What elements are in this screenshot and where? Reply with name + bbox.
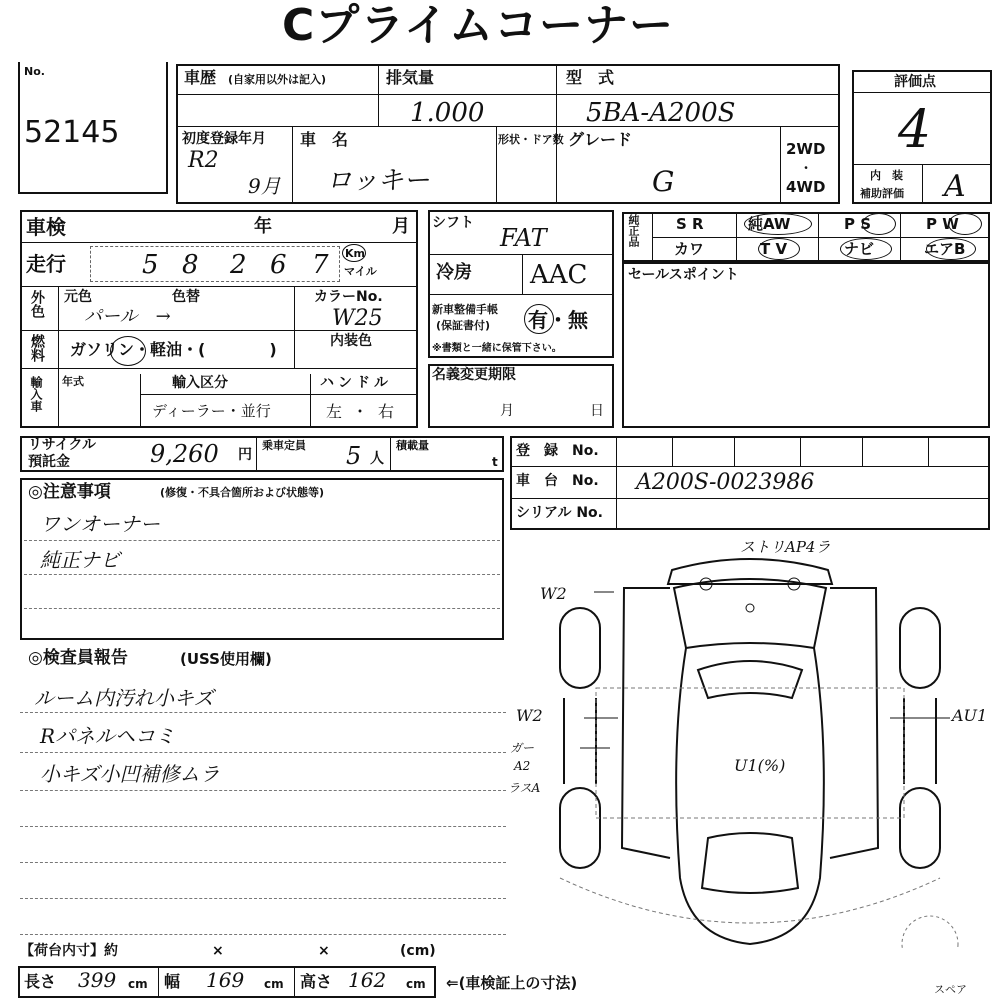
- score-label: 評価点: [894, 74, 936, 90]
- sheet-title: Cプライムコーナー: [282, 0, 674, 51]
- mileage-digit: 6: [270, 250, 287, 280]
- equip-ps: P S: [844, 215, 872, 233]
- capacity-label: 乗車定員: [262, 439, 306, 452]
- first-reg-label: 初度登録年月: [182, 131, 266, 147]
- service-book-label-2: (保証書付): [436, 319, 491, 332]
- diagram-label-right: AU1: [952, 706, 988, 725]
- capacity-unit: 人: [370, 451, 384, 467]
- cargo-unit: (cm): [400, 943, 436, 959]
- capacity-value: 5: [346, 442, 362, 470]
- exterior-label: 外色: [29, 290, 45, 318]
- car-name-label: 車 名: [300, 130, 349, 149]
- model-label: 型 式: [566, 68, 615, 87]
- report-sub: (USS使用欄): [180, 650, 272, 668]
- color-no-label: カラーNo.: [314, 289, 383, 305]
- service-book-value: 有・無: [528, 308, 588, 332]
- diagram-label-left-1: W2: [540, 584, 567, 603]
- name-change-day: 日: [590, 403, 604, 419]
- width-value: 169: [206, 968, 245, 992]
- interior-color-label: 内装色: [330, 333, 372, 349]
- shape-door-label: 形状・ドア数: [498, 133, 564, 146]
- notes-sub: (修復・不具合箇所および状態等): [160, 486, 325, 499]
- mileage-digit: 2: [230, 250, 247, 280]
- equip-pw: P W: [926, 215, 959, 233]
- name-change-label: 名義変更期限: [432, 367, 516, 383]
- recycle-label-2: 預託金: [28, 454, 70, 470]
- cargo-label: 【荷台内寸】約: [20, 943, 118, 959]
- report-label: ◎検査員報告: [28, 648, 128, 668]
- equipment-label: 純正品: [627, 214, 640, 247]
- history-label: 車歴: [184, 68, 217, 87]
- service-book-label-1: 新車整備手帳: [432, 303, 498, 316]
- spare-label: スペア: [934, 983, 967, 996]
- inspection-label: 車検: [26, 215, 66, 239]
- model-value: 5BA‐A200S: [586, 98, 736, 128]
- equip-aw: 純AW: [748, 215, 791, 233]
- color-no-value: W25: [332, 306, 383, 331]
- diagram-label-left-3b: A2: [514, 759, 531, 773]
- mileage-unit-mile: マイル: [344, 265, 377, 278]
- inspection-month: 月: [392, 216, 410, 237]
- cargo-x1: ×: [212, 943, 224, 959]
- lot-no-label: No.: [24, 65, 45, 78]
- mileage-label: 走行: [26, 252, 66, 276]
- equip-navi: ナビ: [844, 240, 875, 258]
- inspection-year: 年: [254, 216, 272, 237]
- height-value: 162: [348, 968, 387, 992]
- mileage-digit: 7: [312, 250, 329, 280]
- diagram-label-left-2: W2: [516, 706, 543, 725]
- report-line-3: 小キズ小凹補修ムラ: [40, 762, 220, 786]
- fuel-label: 燃料: [29, 334, 45, 362]
- recycle-value: 9,260: [150, 440, 219, 468]
- import-class-value: ディーラー・並行: [152, 402, 271, 420]
- lot-number: 52145: [24, 115, 120, 150]
- sales-point-box: [622, 262, 990, 428]
- equip-leather: カワ: [674, 240, 705, 258]
- drive-4wd: 4WD: [786, 178, 826, 196]
- load-unit: t: [492, 455, 498, 469]
- score-value: 4: [898, 100, 932, 160]
- mileage-digit: 8: [182, 250, 199, 280]
- interior-label-1: 内 装: [870, 169, 903, 182]
- import-class-label: 輸入区分: [172, 375, 228, 391]
- diagram-label-center: U1(%): [734, 756, 786, 775]
- recycle-unit: 円: [238, 447, 252, 463]
- load-label: 積載量: [396, 439, 429, 452]
- chassis-value: A200S‐0023986: [636, 470, 815, 495]
- aircon-label: 冷房: [436, 262, 472, 283]
- displacement-label: 排気量: [386, 68, 435, 87]
- import-year-label: 年式: [62, 375, 84, 388]
- registration-label: 登 録 No.: [516, 443, 599, 459]
- notes-line-1: ワンオーナー: [40, 512, 160, 536]
- length-unit: cm: [128, 977, 148, 991]
- length-value: 399: [78, 968, 117, 992]
- height-unit: cm: [406, 977, 426, 991]
- chassis-label: 車 台 No.: [516, 473, 599, 489]
- import-label: 輸入車: [29, 376, 43, 412]
- drive-dot: ・: [800, 161, 813, 175]
- aircon-value: AAC: [530, 260, 588, 290]
- name-change-month: 月: [500, 403, 514, 419]
- interior-score: A: [944, 169, 966, 204]
- grade-value: G: [652, 165, 675, 198]
- diagram-label-left-3a: ガー: [510, 741, 535, 755]
- exterior-orig-value: パール →: [84, 306, 171, 327]
- handle-value: 左・右: [326, 402, 405, 421]
- exterior-orig-label: 元色: [64, 289, 92, 305]
- equip-tv: T V: [760, 240, 788, 258]
- shift-label: シフト: [432, 215, 474, 231]
- length-label: 長さ: [24, 972, 57, 991]
- sales-point-label: セールスポイント: [628, 267, 739, 283]
- width-label: 幅: [164, 972, 181, 991]
- report-line-2: Rパネルヘコミ: [40, 724, 176, 748]
- car-damage-diagram: [540, 548, 960, 948]
- notes-line-2: 純正ナビ: [40, 548, 120, 572]
- interior-label-2: 補助評価: [860, 187, 904, 200]
- exterior-change-label: 色替: [172, 289, 200, 305]
- dims-note: ⇐(車検証上の寸法): [446, 974, 578, 992]
- car-name-value: ロッキー: [326, 166, 430, 196]
- grade-label: グレード: [568, 130, 633, 149]
- history-note: (自家用以外は記入): [228, 73, 327, 86]
- first-reg-month: 9月: [248, 174, 281, 198]
- equip-airbag: エアB: [924, 240, 966, 258]
- serial-label: シリアル No.: [516, 505, 603, 521]
- mileage-odometer: [90, 246, 340, 282]
- report-line-1: ルーム内汚れ小キズ: [34, 686, 214, 710]
- height-label: 高さ: [300, 972, 333, 991]
- fuel-options: ガソリン・軽油・( ): [70, 340, 277, 359]
- width-unit: cm: [264, 977, 284, 991]
- mileage-digit: 5: [142, 250, 159, 280]
- drive-2wd: 2WD: [786, 140, 826, 158]
- diagram-label-left-3c: ラスA: [508, 781, 541, 795]
- first-reg-era: R2: [188, 148, 219, 173]
- cargo-x2: ×: [318, 943, 330, 959]
- mileage-unit-km: Km: [345, 247, 365, 260]
- equip-sr: S R: [676, 215, 704, 233]
- displacement-value: 1.000: [410, 98, 485, 128]
- notes-label: ◎注意事項: [28, 482, 111, 502]
- diagram-label-top: ストリAP4ラ: [740, 538, 831, 556]
- shift-value: FAT: [500, 224, 547, 252]
- handle-label: ハンドル: [320, 375, 392, 391]
- recycle-label-1: リサイクル: [28, 437, 97, 453]
- service-book-note: ※書類と一緒に保管下さい。: [432, 343, 562, 354]
